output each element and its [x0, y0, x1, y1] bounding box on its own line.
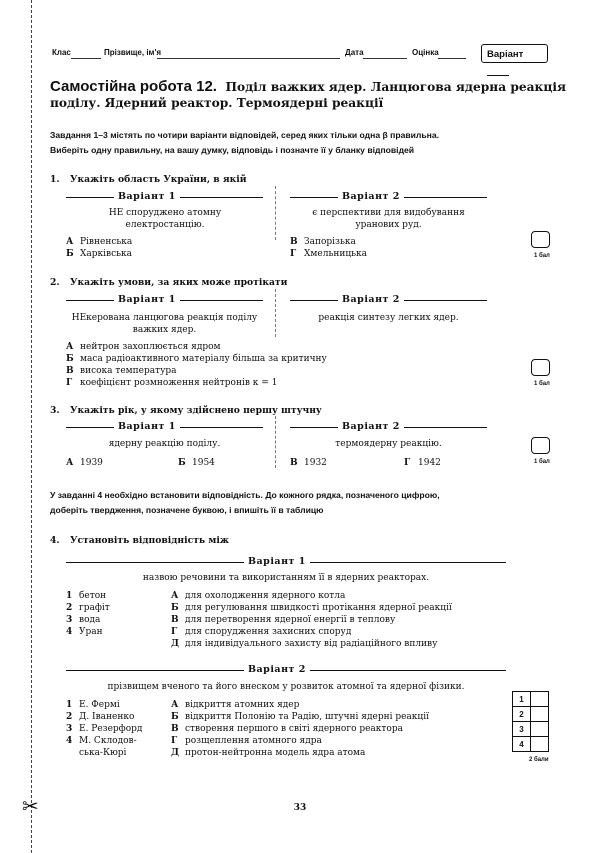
name-label: Прізвище, ім'я [104, 48, 162, 57]
variant-1-text: ядерну реакцію поділу. [108, 439, 221, 449]
cut-line [31, 0, 32, 853]
work-title: Самостійна робота 12. [50, 78, 217, 95]
option-b: Б маса радіоактивного матеріалу більша за критичну [66, 354, 327, 364]
points-label: 2 бали [529, 757, 549, 763]
question-1 [50, 174, 247, 185]
question-text: Укажіть область України, в якій [70, 174, 247, 185]
variant-2-text: прізвищем вченого та його внеском у розвиток атомної та ядерної фізики. [107, 682, 465, 692]
class-label: Клас [52, 48, 71, 57]
class-field[interactable] [71, 58, 101, 59]
page-title [50, 79, 570, 111]
match-row-v2: ська-Кюрі Д протон-нейтронна модель ядра атома [79, 748, 366, 758]
question-2 [50, 277, 287, 288]
date-label: Дата [345, 48, 364, 57]
variant-2-header: Варіант 2 [290, 421, 487, 433]
option-c: В Запорізька [290, 237, 356, 247]
variant-1-header: Варіант 1 [66, 556, 506, 568]
variant-box[interactable] [481, 44, 548, 63]
variant-1-text: НЕ споруджено атомну електростанцію. [108, 208, 222, 230]
question-number: 3. [50, 405, 60, 416]
variant-divider [275, 186, 276, 240]
work-topic: Поділ важких ядер. Ланцюгова ядерна реакція поділу. Ядерний реактор. Термоядерні реакції [50, 80, 566, 110]
option-a: А нейтрон захоплюється ядром [66, 342, 221, 352]
instructions-line: У завданні 4 необхідно встановити відповідність. До кожного рядка, позначеного цифрою, [50, 490, 440, 500]
table-row-number: 1 [513, 692, 531, 707]
question-text: Укажіть умови, за яких може протікати [70, 277, 288, 288]
instructions-line: Виберіть одну правильну, на вашу думку, відповідь і позначте її у бланку відповідей [50, 145, 415, 155]
answer-cell[interactable] [531, 692, 549, 707]
variant-1-header: Варіант 1 [66, 191, 263, 203]
question-3 [50, 405, 322, 416]
points-label: 1 бал [534, 381, 550, 387]
variant-2-header: Варіант 2 [290, 191, 487, 203]
match-row-v1: 2 графіт Б для регулювання швидкості протікання ядерної реакції [66, 603, 452, 613]
match-row-v1: 4 Уран Г для спорудження захисних споруд [66, 627, 352, 637]
instructions-line: Завдання 1–3 містять по чотири варіанти відповідей, серед яких тільки одна β правильна. [50, 130, 440, 140]
match-row-v2: 4 М. Склодов- Г розщеплення атомного ядра [66, 736, 322, 746]
match-row-v2: 1 Е. Фермі А відкриття атомних ядер [66, 700, 300, 710]
answer-box-q1[interactable] [531, 231, 550, 248]
variant-1-text: назвою речовини та використанням її в ядерних реакторах. [142, 573, 430, 583]
answer-cell[interactable] [531, 737, 549, 752]
variant-divider [275, 289, 276, 337]
table-row-number: 2 [513, 707, 531, 722]
variant-1-header: Варіант 1 [66, 421, 263, 433]
variant-2-header: Варіант 2 [66, 664, 506, 676]
match-row-v2: 3 Е. Резерфорд В створення першого в світі ядерного реактора [66, 724, 403, 734]
variant-box-label: Варіант [487, 49, 524, 60]
grade-field[interactable] [438, 58, 466, 59]
question-number: 4. [50, 535, 60, 546]
question-text: Укажіть рік, у якому здійснено першу штучну [70, 405, 322, 416]
variant-1-header: Варіант 1 [66, 294, 263, 306]
option-a: А 1939 [66, 458, 103, 468]
date-field[interactable] [363, 58, 407, 59]
variant-2-header: Варіант 2 [290, 294, 487, 306]
match-row-v2: 2 Д. Іваненко Б відкриття Полонію та Радію, штучні ядерні реакції [66, 712, 429, 722]
scissors-icon: ✂ [22, 794, 39, 818]
question-number: 2. [50, 277, 60, 288]
match-row-v1: Д для індивідуального захисту від радіаційного впливу [171, 639, 438, 649]
instructions-block-2 [50, 488, 550, 518]
table-row-number: 4 [513, 737, 531, 752]
answer-table-q4 [512, 691, 549, 752]
points-label: 1 бал [534, 253, 550, 259]
answer-cell[interactable] [531, 707, 549, 722]
match-row-v1: 3 вода В для перетворення ядерної енергії в теплову [66, 615, 396, 625]
question-text: Установіть відповідність між [70, 535, 230, 546]
option-b: Б 1954 [178, 458, 215, 468]
variant-2-text: реакція синтезу легких ядер. [318, 313, 459, 323]
option-d: Г 1942 [404, 458, 441, 468]
question-number: 1. [50, 174, 60, 185]
instructions-block-1 [50, 128, 550, 158]
name-field[interactable] [157, 58, 340, 59]
question-4 [50, 535, 229, 546]
answer-box-q2[interactable] [531, 359, 550, 376]
answer-cell[interactable] [531, 722, 549, 737]
match-row-v1: 1 бетон А для охолодження ядерного котла [66, 591, 346, 601]
option-d: Г Хмельницька [290, 249, 368, 259]
variant-divider [275, 416, 276, 468]
table-row-number: 3 [513, 722, 531, 737]
variant-2-text: термоядерну реакцію. [335, 439, 442, 449]
option-a: А Рівненська [66, 237, 133, 247]
variant-2-text: є перспективи для видобування уранових руд. [312, 208, 465, 230]
option-c: В 1932 [290, 458, 327, 468]
variant-1-text: НЕкерована ланцюгова реакція поділу важких ядер. [71, 313, 258, 335]
option-c: В висока температура [66, 366, 177, 376]
grade-label: Оцінка [412, 48, 439, 57]
answer-box-q3[interactable] [531, 437, 550, 454]
instructions-line: доберіть твердження, позначене буквою, і впишіть її в таблицю [50, 505, 324, 515]
points-label: 1 бал [534, 459, 550, 465]
option-d: Г коефіцієнт розмноження нейтронів κ = 1 [66, 378, 278, 388]
option-b: Б Харківська [66, 249, 133, 259]
page-number: 33 [293, 803, 307, 813]
